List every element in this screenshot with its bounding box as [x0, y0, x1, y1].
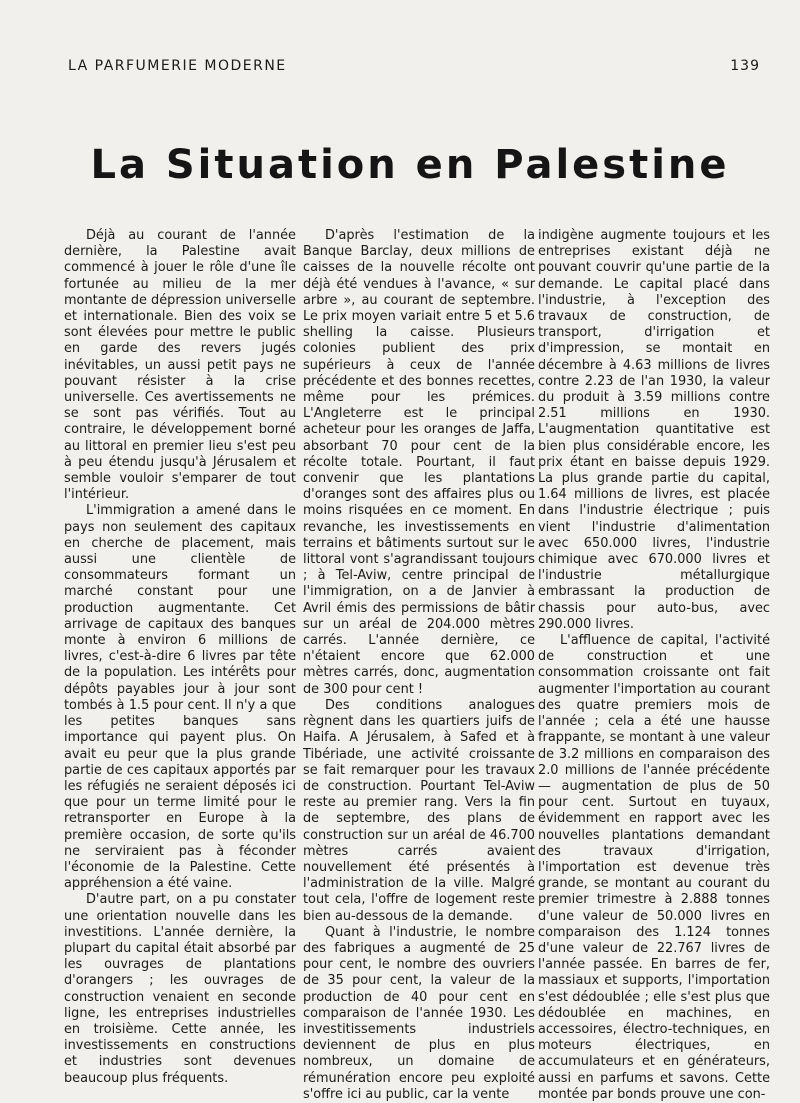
article-column-3 [538, 228, 770, 1103]
paragraph-continued: indigène augmente toujours et les entreprises existant déjà ne pouvant couvrir qu'une partie de la demande. Le capital placé dans l'industrie, à l'exception des travaux de construction, de transport, d'irrigation et d'impression, se montait en décembre à 4.63 millions de livres contre 2.23 de l'an 1930, la valeur du produit à 3.59 millions contre 2.51 millions en 1930. L'augmentation quantitative est bien plus considérable encore, les prix étant en baisse depuis 1929. La plus grande partie du capital, 1.64 millions de livres, est placée dans l'industrie électrique ; puis vient l'industrie d'alimentation avec 650.000 livres, l'industrie chimique avec 670.000 livres et l'industrie métallurgique embrassant la production de chassis pour auto-bus, avec 290.000 livres. [538, 228, 770, 632]
article-title: La Situation en Palestine [90, 142, 730, 188]
paragraph: Déjà au courant de l'année dernière, la Palestine avait commencé à jouer le rôle d'une île fortunée au milieu de la mer montante de dépression universelle et internationale. Bien des voix se sont élevées pour mettre le public en garde des revers jugés inévitables, un aussi petit pays ne pouvant résister à la crise universelle. Ces avertissements ne se sont pas vérifiés. Tout au contraire, le développement borné au littoral en premier lieu s'est peu à peu étendu jusqu'à Jérusalem et semble vouloir s'emparer de tout l'intérieur. [64, 228, 296, 503]
paragraph: Quant à l'industrie, le nombre des fabriques a augmenté de 25 pour cent, le nombre des ouvriers de 35 pour cent, la valeur de la production de 40 pour cent en comparaison de l'année 1930. Les investitissements industriels deviennent de plus en plus nombreux, un domaine de rémunération encore peu exploité s'offre ici au public, car la vente [303, 924, 535, 1102]
page-number: 139 [730, 58, 760, 74]
running-head: LA PARFUMERIE MODERNE [68, 58, 287, 74]
paragraph: D'après l'estimation de la Banque Barclay, deux millions de caisses de la nouvelle récolte ont déjà été vendues à l'avance, « sur arbre », au courant de septembre. Le prix moyen variait entre 5 et 5.6 shelling la caisse. Plusieurs colonies publient des prix supérieurs à ceux de l'année précédente et des bonnes recettes, même pour les prémices. L'Angleterre est le principal acheteur pour les oranges de Jaffa, absorbant 70 pour cent de la récolte totale. Pourtant, il faut convenir que les plantations d'oranges sont des affaires plus ou moins risquées en ce moment. En revanche, les investissements en terrains et bâtiments surtout sur le littoral vont s'agrandissant toujours ; à Tel-Aviw, centre principal de l'immigration, on a de Janvier à Avril émis des permissions de bâtir sur un aréal de 204.000 mètres carrés. L'année dernière, ce n'étaient encore que 62.000 mètres carrés, donc, augmentation de 300 pour cent ! [303, 228, 535, 697]
article-column-1 [64, 228, 296, 1087]
article-column-2 [303, 228, 535, 1103]
paragraph: Des conditions analogues règnent dans les quartiers juifs de Haifa. A Jérusalem, à Safed et à Tibériade, une activité croissante se fait remarquer pour les travaux de construction. Pourtant Tel-Aviw reste au premier rang. Vers la fin de septembre, des plans de construction sur un aréal de 46.700 mètres carrés avaient nouvellement été présentés à l'administration de la ville. Malgré tout cela, l'offre de logement reste bien au-dessous de la demande. [303, 697, 535, 924]
paragraph: D'autre part, on a pu constater une orientation nouvelle dans les investitions. L'année dernière, la plupart du capital était absorbé par les ouvrages de plantations d'orangers ; les ouvrages de construction venaient en seconde ligne, les entreprises industrielles en troisième. Cette année, les investissements en constructions et industries sont devenues beaucoup plus fréquents. [64, 892, 296, 1086]
paragraph: L'affluence de capital, l'activité de construction et une consommation croissante ont fait augmenter l'importation au courant des quatre premiers mois de l'année ; cela a été une hausse frappante, se montant à une valeur de 3.2 millions en comparaison des 2.0 millions de l'année précédente — augmentation de plus de 50 pour cent. Surtout en tuyaux, évidemment en rapport avec les nouvelles plantations demandant des travaux d'irrigation, l'importation est devenue très grande, se montant au courant du premier trimestre à 2.888 tonnes d'une valeur de 50.000 livres en comparaison des 1.124 tonnes d'une valeur de 22.767 livres de l'année passée. En barres de fer, massiaux et supports, l'importation s'est dédoublée ; elle s'est plus que dédoublée en machines, en accessoires, électro-techniques, en moteurs électriques, en accumulateurs et en générateurs, aussi en parfums et savons. Cette montée par bonds prouve une con- [538, 633, 770, 1102]
paragraph: L'immigration a amené dans le pays non seulement des capitaux en cherche de placement, mais aussi une clientèle de consommateurs formant un marché constant pour une production augmentante. Cet arrivage de capitaux des banques monte à environ 6 millions de livres, c'est-à-dire 6 livres par tête de la population. Les intérêts pour dépôts payables jour à jour sont tombés à 1.5 pour cent. Il n'y a que les petites banques sans importance qui payent plus. On avait eu peur que la plus grande partie de ces capitaux apportés par les réfugiés ne seraient déposés ici que pour un terme limité pour le retransporter en Europe à la première occasion, de sorte qu'ils ne serviraient pas à féconder l'économie de la Palestine. Cette appréhension a été vaine. [64, 503, 296, 892]
